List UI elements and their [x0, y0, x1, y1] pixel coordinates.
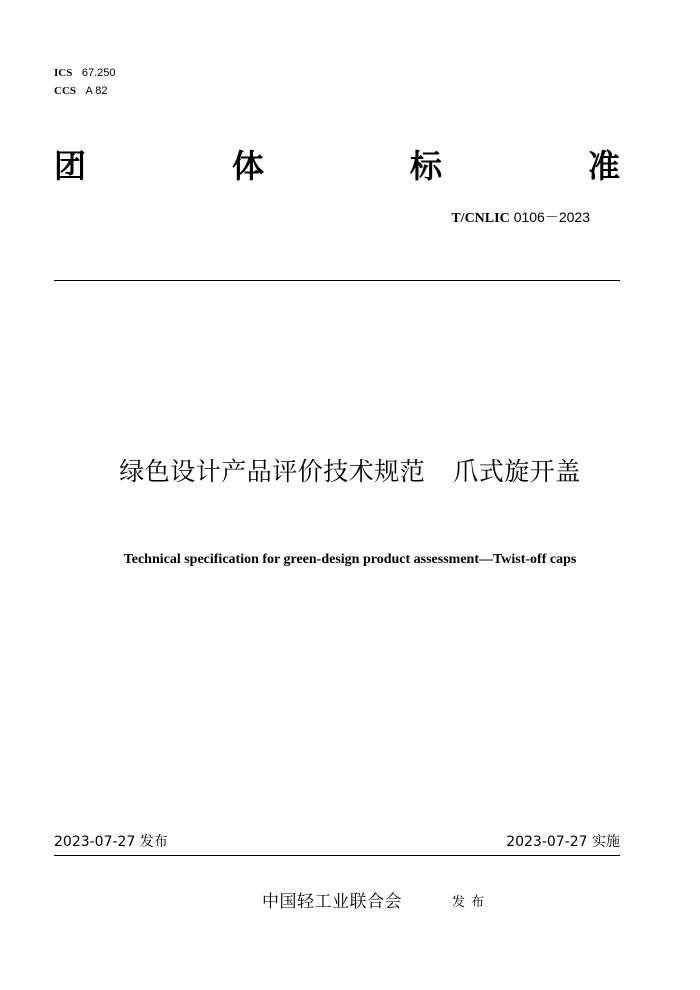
classification-codes	[54, 64, 116, 100]
english-title: Technical specification for green-design product assessment—Twist-off caps	[123, 552, 577, 567]
ics-code-row	[54, 64, 116, 82]
chinese-title	[0, 452, 700, 488]
ics-label: ICS	[54, 67, 73, 79]
chinese-title-sub: 爪式旋开盖	[453, 457, 581, 486]
top-divider	[54, 280, 620, 281]
issue-date: 2023-07-27 发布	[54, 834, 168, 850]
standard-number-value: 0106－2023	[513, 209, 590, 225]
document-type-title	[54, 142, 620, 186]
ics-value: 67.250	[81, 67, 116, 79]
standard-number	[451, 207, 590, 227]
implement-date: 2023-07-27 实施	[506, 834, 620, 850]
publish-label: 发布	[452, 895, 491, 910]
ccs-label: CCS	[54, 85, 77, 97]
publisher-name: 中国轻工业联合会	[262, 892, 402, 912]
chinese-title-main: 绿色设计产品评价技术规范	[119, 457, 426, 486]
title-char-3: 标	[409, 147, 442, 185]
bottom-divider	[54, 855, 620, 856]
title-char-4: 准	[587, 147, 620, 185]
standard-prefix: T/CNLIC	[451, 211, 510, 226]
title-char-2: 体	[231, 147, 264, 185]
title-char-1: 团	[54, 147, 87, 185]
ccs-value: A 82	[85, 85, 108, 97]
ccs-code-row	[54, 82, 116, 100]
